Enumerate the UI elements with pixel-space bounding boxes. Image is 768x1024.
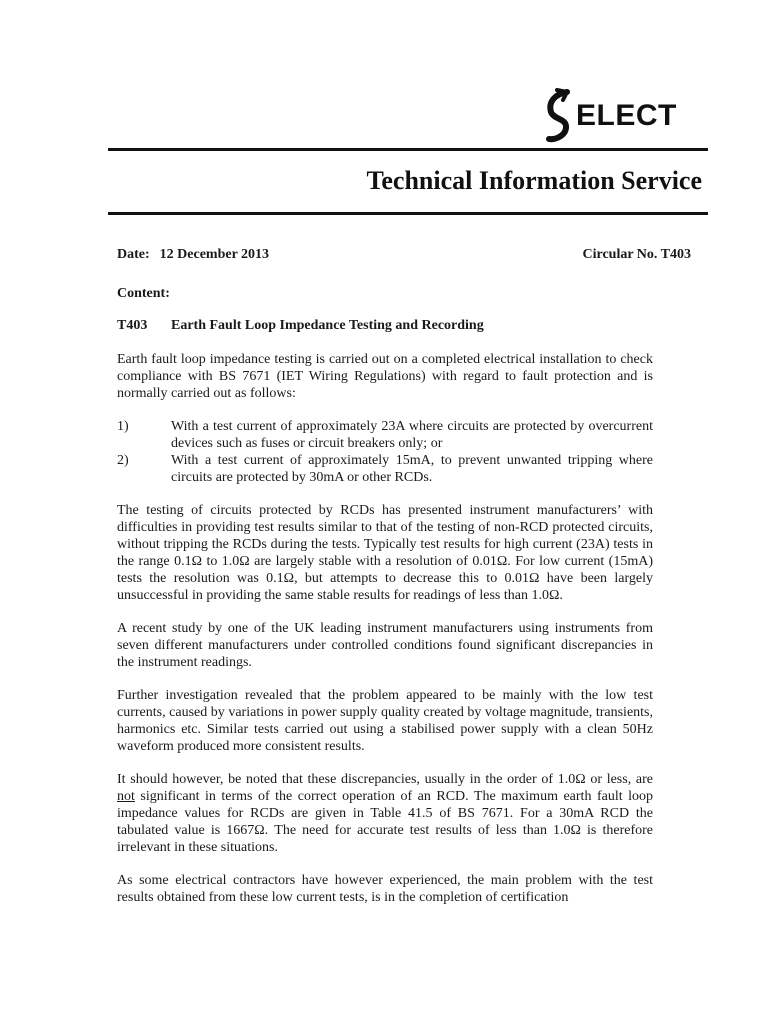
paragraph-investigation: Further investigation revealed that the problem appeared to be mainly with the low test currents, caused by variations in power supply quality created by voltage magnitude, transients, harmonics etc. Similar tests carried out using a stabilised power supply with a clean 50Hz waveform produced more consistent results. xyxy=(117,688,653,754)
list-item-text: With a test current of approximately 15mA, to prevent unwanted tripping where circuits are protected by 30mA or other RCDs. xyxy=(171,453,653,485)
select-s-mark-icon xyxy=(545,88,575,144)
list-item xyxy=(117,452,653,486)
list-item-number: 2) xyxy=(117,453,129,468)
list-item-text: With a test current of approximately 23A where circuits are protected by overcurrent devices such as fuses or circuit breakers only; or xyxy=(171,419,653,451)
circular-heading xyxy=(117,318,484,334)
select-logo xyxy=(545,88,677,144)
date-block xyxy=(117,247,269,263)
paragraph-intro: Earth fault loop impedance testing is carried out on a completed electrical installation to check compliance with BS 7671 (IET Wiring Regulations) with regard to fault protection and is normally carried out as follows: xyxy=(117,352,653,401)
test-current-list xyxy=(117,418,653,486)
heading-code: T403 xyxy=(117,318,148,333)
circular-block xyxy=(582,247,691,263)
header-bottom-rule xyxy=(108,212,708,215)
circular-meta xyxy=(117,247,691,263)
list-item-number: 1) xyxy=(117,419,129,434)
paragraph-discrepancies xyxy=(117,771,653,856)
date-label: Date: xyxy=(117,247,150,262)
date-value: 12 December 2013 xyxy=(159,247,270,262)
page-title: Technical Information Service xyxy=(366,166,702,195)
paragraph-study: A recent study by one of the UK leading instrument manufacturers using instruments from seven different manufacturers under controlled conditions found significant discrepancies in the instrument readings. xyxy=(117,621,653,670)
paragraph-discrepancies-emphasis: not xyxy=(117,789,135,804)
logo-text: ELECT xyxy=(576,99,677,132)
circular-label: Circular No. xyxy=(582,247,658,262)
paragraph-certification: As some electrical contractors have however experienced, the main problem with the test results obtained from these low current tests, is in the completion of certification xyxy=(117,873,653,905)
body-text xyxy=(117,351,653,922)
paragraph-discrepancies-part-a: It should however, be noted that these discrepancies, usually in the order of 1.0Ω or less, are xyxy=(117,772,653,787)
content-label: Content: xyxy=(117,286,170,301)
circular-number: T403 xyxy=(660,247,691,262)
paragraph-rcd-testing: The testing of circuits protected by RCDs has presented instrument manufacturers’ with difficulties in providing test results similar to that of the testing of non-RCD protected circuits, without tripping the RCDs during the tests. Typically test results for high current (23A) tests in the range 0.1Ω to 1.0Ω are largely stable with a resolution of 0.01Ω. For low current (15mA) tests the resolution was 0.1Ω, but attempts to decrease this to 0.01Ω have been largely unsuccessful in providing the same stable results for readings of less than 1.0Ω. xyxy=(117,503,653,603)
list-item xyxy=(117,418,653,452)
heading-title: Earth Fault Loop Impedance Testing and Recording xyxy=(171,318,484,333)
paragraph-discrepancies-part-b: significant in terms of the correct operation of an RCD. The maximum earth fault loop impedance values for RCDs are given in Table 41.5 of BS 7671. For a 30mA RCD the tabulated value is 1667Ω. The need for accurate test results of less than 1.0Ω is therefore irrelevant in these situations. xyxy=(117,789,653,855)
header-top-rule xyxy=(108,148,708,151)
